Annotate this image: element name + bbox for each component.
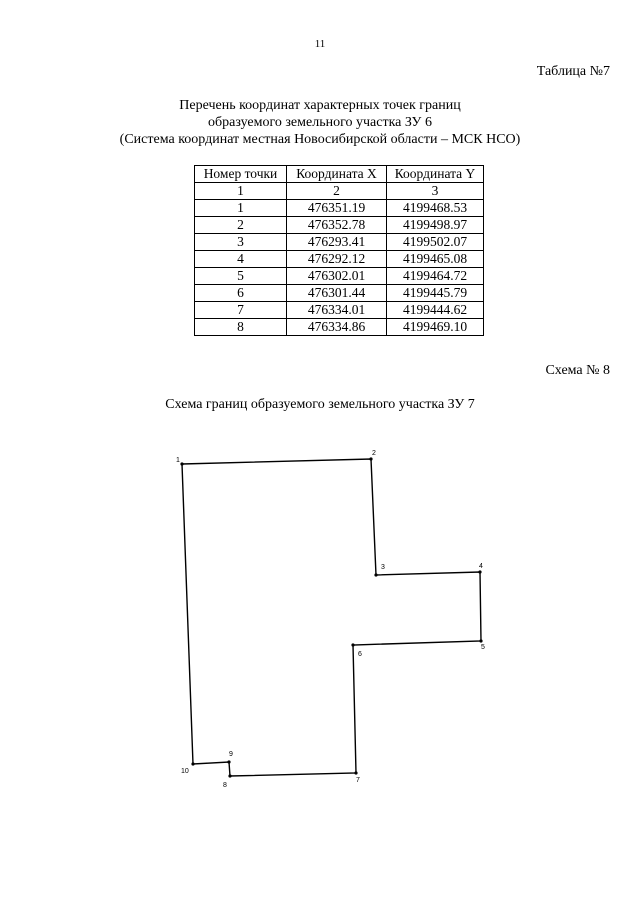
coord-x-cell: 476301.44	[287, 285, 387, 302]
coord-y-cell: 4199465.08	[387, 251, 484, 268]
vertex-point	[354, 771, 357, 774]
point-label-4: 4	[479, 563, 483, 570]
point-number-cell: 4	[195, 251, 287, 268]
point-number-cell: 7	[195, 302, 287, 319]
vertex-point	[228, 774, 231, 777]
coord-x-cell: 476334.86	[287, 319, 387, 336]
table-label: Таблица №7	[536, 64, 610, 79]
scheme-label: Схема № 8	[545, 363, 610, 378]
point-label-5: 5	[481, 644, 485, 651]
point-label-6: 6	[358, 651, 362, 658]
coord-x-cell: 476334.01	[287, 302, 387, 319]
point-label-1: 1	[176, 457, 180, 464]
vertex-point	[479, 639, 482, 642]
point-number-cell: 6	[195, 285, 287, 302]
caption-line-3: (Система координат местная Новосибирской области – МСК НСО)	[119, 132, 521, 147]
point-number-cell: 5	[195, 268, 287, 285]
point-label-9: 9	[229, 751, 233, 758]
vertex-point	[191, 762, 194, 765]
coord-x-cell: 476351.19	[287, 200, 387, 217]
page-number: 11	[314, 38, 326, 50]
vertex-point	[351, 643, 354, 646]
coord-x-cell: 476292.12	[287, 251, 387, 268]
header-coord-y: Координата Y	[387, 166, 484, 183]
scheme-title: Схема границ образуемого земельного участка ЗУ 7	[165, 397, 475, 412]
point-label-7: 7	[356, 777, 360, 784]
boundary-vertices	[180, 457, 482, 777]
index-cell: 2	[287, 183, 387, 200]
point-number-cell: 3	[195, 234, 287, 251]
coord-y-cell: 4199502.07	[387, 234, 484, 251]
vertex-point	[180, 462, 183, 465]
coord-x-cell: 476293.41	[287, 234, 387, 251]
coord-y-cell: 4199498.97	[387, 217, 484, 234]
point-label-8: 8	[223, 782, 227, 789]
header-coord-x: Координата X	[287, 166, 387, 183]
point-number-cell: 1	[195, 200, 287, 217]
coord-x-cell: 476352.78	[287, 217, 387, 234]
vertex-point	[374, 573, 377, 576]
point-number-cell: 2	[195, 217, 287, 234]
index-cell: 3	[387, 183, 484, 200]
parcel-boundary	[182, 459, 481, 776]
vertex-point	[227, 760, 230, 763]
point-label-10: 10	[181, 768, 189, 775]
coord-x-cell: 476302.01	[287, 268, 387, 285]
vertex-point	[369, 457, 372, 460]
point-number-cell: 8	[195, 319, 287, 336]
coord-y-cell: 4199468.53	[387, 200, 484, 217]
coord-y-cell: 4199444.62	[387, 302, 484, 319]
vertex-point	[478, 570, 481, 573]
caption-line-2: образуемого земельного участка ЗУ 6	[208, 115, 432, 130]
header-point-number: Номер точки	[195, 166, 287, 183]
caption-line-1: Перечень координат характерных точек границ	[179, 98, 461, 113]
coord-y-cell: 4199445.79	[387, 285, 484, 302]
point-label-2: 2	[372, 450, 376, 457]
coord-y-cell: 4199469.10	[387, 319, 484, 336]
point-label-3: 3	[381, 564, 385, 571]
coord-y-cell: 4199464.72	[387, 268, 484, 285]
index-cell: 1	[195, 183, 287, 200]
